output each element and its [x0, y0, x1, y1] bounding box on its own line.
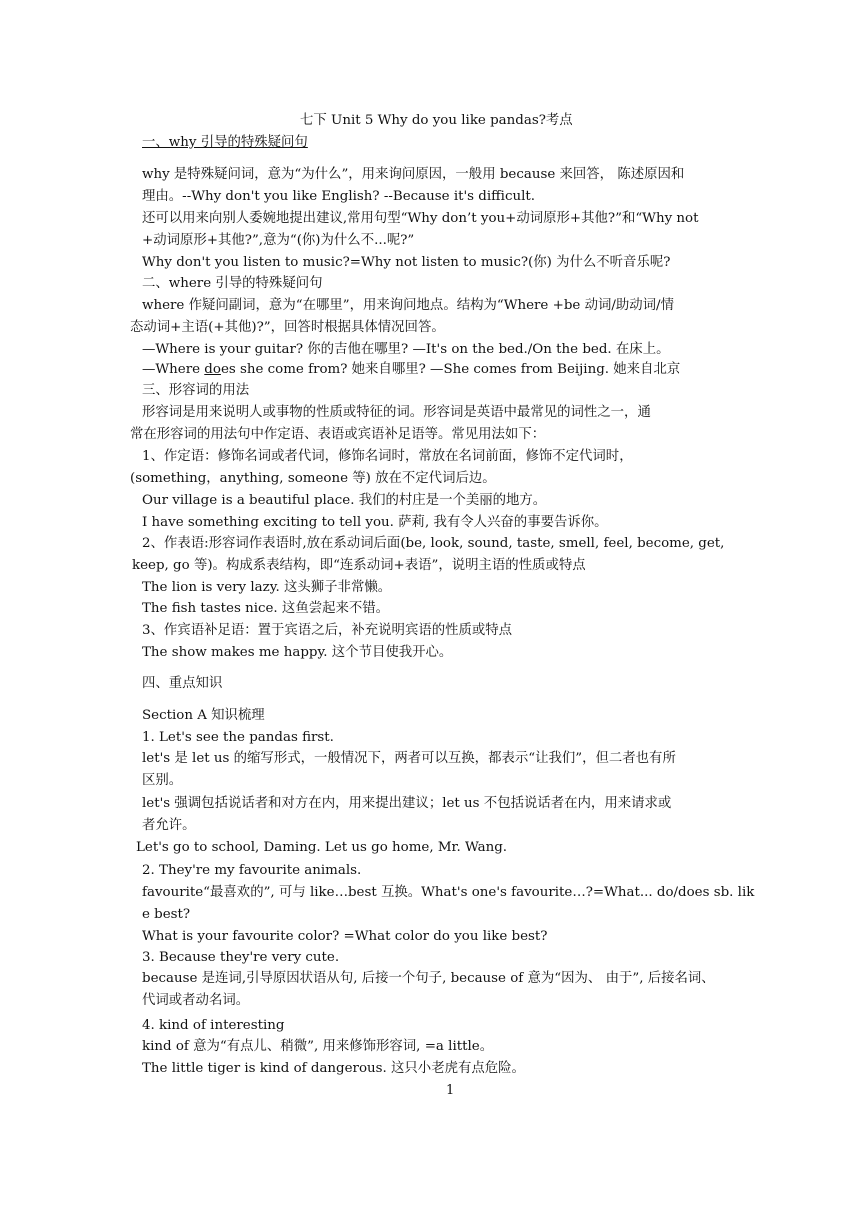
text-line: why 是特殊疑问词，意为“为什么”，用来询问原因，一般用 because 来回答， 陈述原因和 — [142, 167, 685, 182]
example-line: What is your favourite color? =What color do you like best? — [142, 929, 548, 944]
text-line: e best? — [142, 907, 191, 922]
text-line: 区别。 — [142, 773, 183, 788]
example-line: Our village is a beautiful place. 我们的村庄是一个美丽的地方。 — [142, 493, 547, 508]
subsection-heading: Section A 知识梳理 — [142, 708, 265, 723]
text-line: 2、作表语:形容词作表语时,放在系动词后面(be, look, sound, taste, smell, feel, become, get, — [142, 536, 725, 551]
knowledge-point-3: 3. Because they're very cute. — [142, 950, 340, 965]
text-line: (something，anything, someone 等) 放在不定代词后边。 — [130, 471, 496, 486]
text-line: 常在形容词的用法句中作定语、表语或宾语补足语等。常见用法如下： — [130, 427, 546, 442]
text-span: es she come from? 她来自哪里? —She comes from Beijing. 她来自北京 — [220, 362, 681, 377]
text-line: 者允许。 — [142, 818, 196, 833]
knowledge-point-2: 2. They're my favourite animals. — [142, 863, 362, 878]
example-line: The fish tastes nice. 这鱼尝起来不错。 — [142, 601, 390, 616]
text-line: where 作疑问副词，意为“在哪里”，用来询问地点。结构为“Where +be 动词/助动词/情 — [142, 298, 674, 313]
document-title: 七下 Unit 5 Why do you like pandas?考点 — [300, 113, 573, 128]
section-4-heading: 四、重点知识 — [142, 676, 223, 691]
example-line: The show makes me happy. 这个节目使我开心。 — [142, 645, 453, 660]
text-line: 理由。--Why don't you like English? --Because it's difficult. — [142, 189, 535, 204]
section-1-heading: 一、why 引导的特殊疑问句 — [142, 135, 308, 150]
text-line: kind of 意为“有点儿、稍微”, 用来修饰形容词, =a little。 — [142, 1039, 494, 1054]
page-number: 1 — [446, 1083, 455, 1098]
text-line: 态动词+主语(+其他)?”，回答时根据具体情况回答。 — [130, 320, 445, 335]
example-line: The little tiger is kind of dangerous. 这只小老虎有点危险。 — [142, 1061, 525, 1076]
example-line: I have something exciting to tell you. 萨莉, 我有令人兴奋的事要告诉你。 — [142, 515, 608, 530]
text-line: +动词原形+其他?”,意为“(你)为什么不...呢?” — [142, 233, 415, 248]
text-line: 1、作定语：修饰名词或者代词，修饰名词时，常放在名词前面，修饰不定代词时， — [142, 449, 633, 464]
text-line: 3、作宾语补足语：置于宾语之后，补充说明宾语的性质或特点 — [142, 623, 513, 638]
underlined-text: do — [204, 362, 221, 377]
section-2-heading: 二、where 引导的特殊疑问句 — [142, 276, 323, 291]
text-line: because 是连词,引导原因状语从句, 后接一个句子, because of 意为“因为、 由于”, 后接名词、 — [142, 971, 715, 986]
text-line: favourite“最喜欢的”, 可与 like…best 互换。What's one's favourite…?=What... do/does sb. lik — [142, 885, 755, 900]
example-line: The lion is very lazy. 这头狮子非常懒。 — [142, 580, 392, 595]
text-line: 代词或者动名词。 — [142, 993, 250, 1008]
section-3-heading: 三、形容词的用法 — [142, 383, 250, 398]
text-line: let's 是 let us 的缩写形式，一般情况下，两者可以互换，都表示“让我们”，但二者也有所 — [142, 751, 676, 766]
knowledge-point-1: 1. Let's see the pandas first. — [142, 730, 334, 745]
text-line: Why don't you listen to music?=Why not listen to music?(你) 为什么不听音乐呢? — [142, 255, 671, 270]
knowledge-point-4: 4. kind of interesting — [142, 1018, 285, 1033]
text-span: —Where — [142, 362, 205, 377]
example-line: Let's go to school, Daming. Let us go home, Mr. Wang. — [136, 840, 508, 855]
text-line: 还可以用来向别人委婉地提出建议,常用句型“Why don’t you+动词原形+其他?”和“Why not — [142, 211, 699, 226]
text-line: 形容词是用来说明人或事物的性质或特征的词。形容词是英语中最常见的词性之一，通 — [142, 405, 651, 420]
text-line: keep, go 等)。构成系表结构，即“连系动词+表语”，说明主语的性质或特点 — [132, 558, 586, 573]
example-line: —Where is your guitar? 你的吉他在哪里? —It's on the bed./On the bed. 在床上。 — [142, 342, 670, 357]
text-line: let's 强调包括说话者和对方在内，用来提出建议；let us 不包括说话者在内，用来请求或 — [142, 796, 672, 811]
example-line — [142, 361, 680, 379]
